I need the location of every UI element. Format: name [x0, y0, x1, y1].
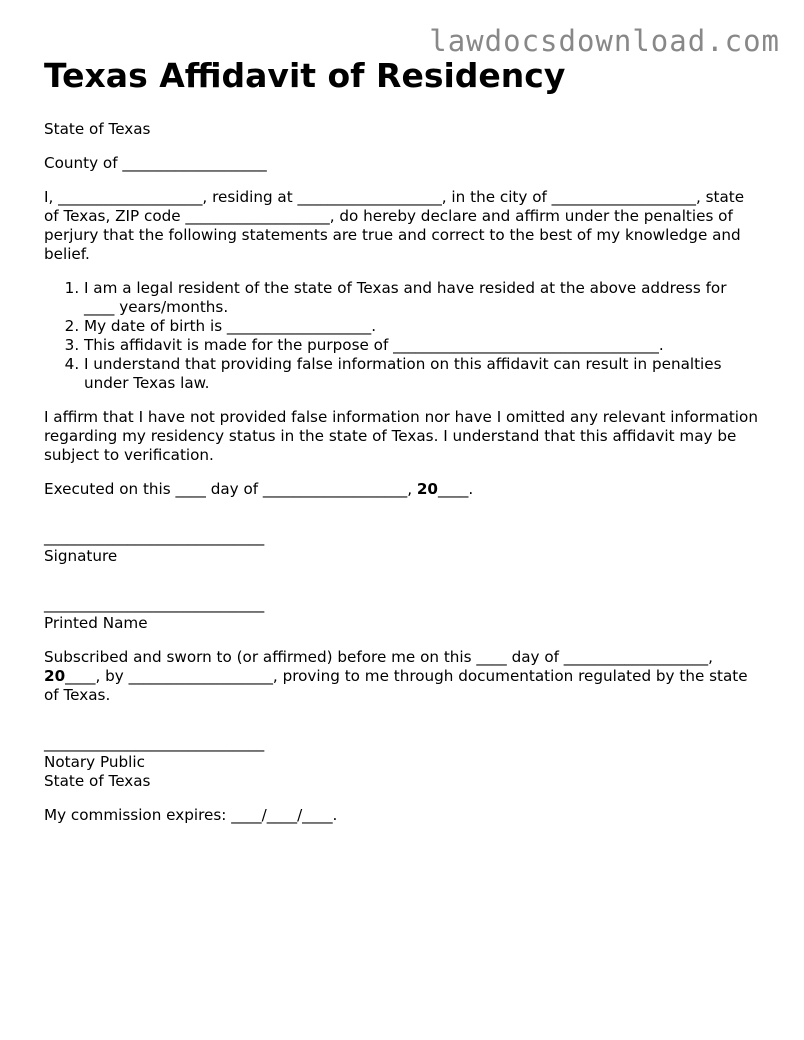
notary-state: State of Texas — [44, 772, 151, 790]
printed-name-block — [44, 595, 760, 633]
statement-item: 2. My date of birth is ___________________. — [84, 317, 760, 336]
county-line: County of ___________________ — [44, 154, 267, 172]
notary-line: _____________________________ — [44, 734, 265, 752]
statement-item: 1. I am a legal resident of the state of Texas and have resided at the above address for ____ years/months. — [84, 279, 760, 317]
subscribed-part2: ____, by ___________________, proving to me through documentation regulated by the state of Texas. — [44, 667, 748, 704]
executed-line — [44, 480, 760, 499]
signature-block — [44, 528, 760, 566]
printed-name-line: _____________________________ — [44, 595, 265, 613]
executed-suffix: ____. — [438, 480, 474, 498]
printed-name-caption: Printed Name — [44, 614, 148, 632]
document-page — [44, 56, 760, 840]
statements-list — [44, 279, 760, 393]
statement-item: 4. I understand that providing false information on this affidavit can result in penalties under Texas law. — [84, 355, 760, 393]
watermark: lawdocsdownload.com — [429, 24, 780, 58]
notary-caption: Notary Public — [44, 753, 145, 771]
subscribed-paragraph — [44, 648, 760, 705]
document-title: Texas Affidavit of Residency — [44, 56, 566, 95]
executed-prefix: Executed on this ____ day of ___________________, — [44, 480, 417, 498]
subscribed-part1: Subscribed and sworn to (or affirmed) before me on this ____ day of ___________________, — [44, 648, 713, 666]
subscribed-year: 20 — [44, 667, 66, 685]
signature-line: _____________________________ — [44, 528, 265, 546]
notary-block — [44, 734, 760, 791]
commission-line: My commission expires: ____/____/____. — [44, 806, 338, 824]
affirmation-paragraph: I affirm that I have not provided false information nor have I omitted any relevant information regarding my residency status in the state of Texas. I understand that this affidavit may be subject to verification. — [44, 408, 758, 464]
signature-caption: Signature — [44, 547, 118, 565]
state-line: State of Texas — [44, 120, 151, 138]
executed-year: 20 — [416, 480, 438, 498]
statement-item: 3. This affidavit is made for the purpose of ___________________________________. — [84, 336, 760, 355]
declaration-paragraph: I, ___________________, residing at ___________________, in the city of ___________________, state of Texas, ZIP code ___________________, do hereby declare and affirm under the penalties of perjury that the following statements are true and correct to the best of my knowledge and belief. — [44, 188, 745, 263]
